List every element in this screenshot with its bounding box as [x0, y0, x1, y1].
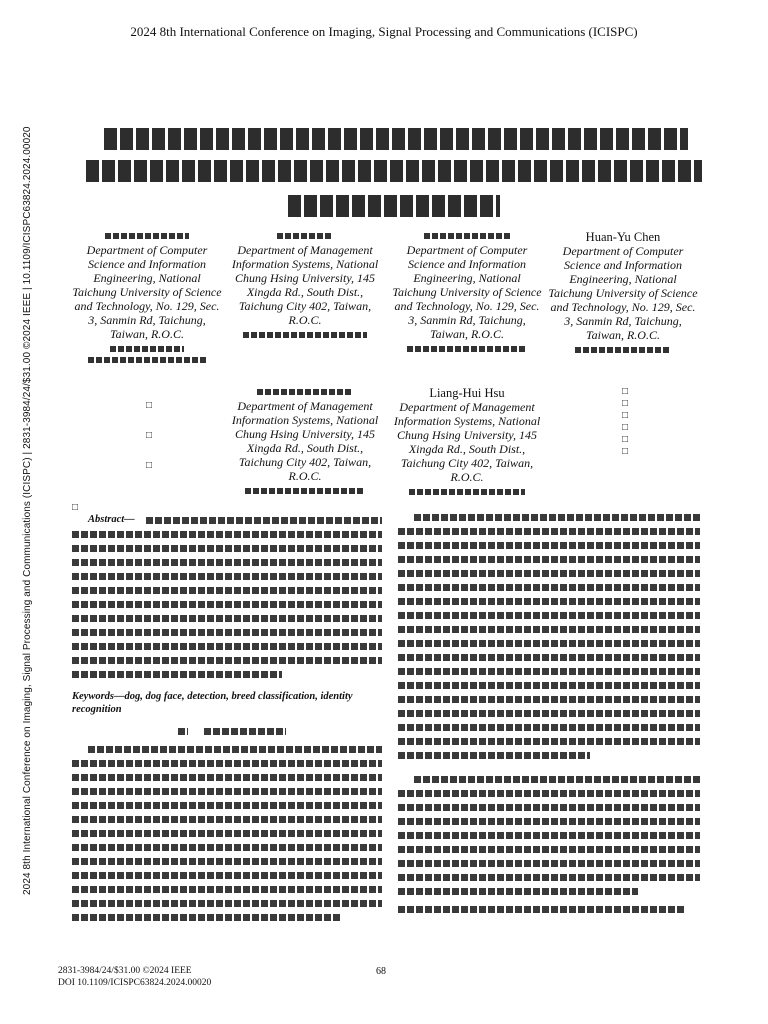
- body-line: [398, 832, 700, 839]
- body-line: [398, 542, 700, 549]
- title-line-2: [86, 160, 702, 182]
- body-line: [398, 682, 700, 689]
- marker: □: [622, 446, 629, 457]
- abstract-line: [72, 671, 282, 678]
- author-affiliation-1: Department of Computer Science and Information Engineering, National Taichung University of Science and Technology, No. 129, Sec. 3, Sanmin Rd, Taichung, Taiwan, R.O.C.: [72, 243, 222, 341]
- body-line: [72, 858, 382, 865]
- body-line: [398, 598, 700, 605]
- author-block-3: [392, 230, 542, 357]
- author-name-3: [424, 233, 510, 239]
- page-number: 68: [376, 966, 386, 977]
- author-email-4: [575, 347, 671, 353]
- author-block-2: [230, 230, 380, 343]
- body-line: [398, 668, 700, 675]
- author-affiliation-5: Department of Management Information Systems, National Chung Hsing University, 145 Xingda Rd., South Dist., Taichung City 402, Taiwan, R.O.C.: [231, 399, 379, 483]
- abstract-line: [72, 559, 382, 566]
- marker: □: [622, 422, 629, 433]
- abstract-lead: Abstract—: [88, 514, 135, 525]
- keywords: Keywords—dog, dog face, detection, breed classification, identity recognition: [72, 691, 353, 715]
- author-block-5: [230, 386, 380, 494]
- body-line: [398, 906, 684, 913]
- body-line: [414, 776, 700, 783]
- empty-marker-4: □: [72, 502, 79, 513]
- body-line: [398, 804, 700, 811]
- title-line-1: [104, 128, 688, 150]
- abstract-line: [72, 601, 382, 608]
- body-line: [398, 818, 700, 825]
- abstract-line: [146, 517, 382, 524]
- author-name-6: Liang-Hui Hsu: [429, 386, 505, 400]
- body-line: [398, 724, 700, 731]
- author-affiliation-2: Department of Management Information Systems, National Chung Hsing University, 145 Xingda Rd., South Dist., Taichung City 402, Taiwan, R.O.C.: [231, 243, 379, 327]
- abstract-line: [72, 545, 382, 552]
- body-line: [398, 874, 700, 881]
- abstract-line: [72, 587, 382, 594]
- empty-marker-1: □: [146, 400, 153, 411]
- body-line: [72, 844, 382, 851]
- empty-marker-3: □: [146, 460, 153, 471]
- author-email-2: [243, 332, 367, 338]
- author-affiliation-4: Department of Computer Science and Information Engineering, National Taichung University of Science and Technology, No. 129, Sec. 3, Sanmin Rd, Taichung, Taiwan, R.O.C.: [548, 244, 698, 342]
- section-number: [178, 728, 188, 735]
- body-line: [398, 626, 700, 633]
- abstract-line: [72, 643, 382, 650]
- body-line: [72, 886, 382, 893]
- author-block-4: [548, 230, 698, 358]
- body-line: [398, 570, 700, 577]
- body-line: [398, 790, 700, 797]
- body-line: [398, 528, 700, 535]
- marker: □: [622, 386, 629, 397]
- author-name-1: [105, 233, 189, 239]
- body-line: [72, 816, 382, 823]
- body-line: [398, 888, 638, 895]
- body-line: [398, 696, 700, 703]
- author-affiliation-6: Department of Management Information Systems, National Chung Hsing University, 145 Xingda Rd., South Dist., Taichung City 402, Taiwan, R.O.C.: [393, 400, 541, 484]
- body-line: [72, 788, 382, 795]
- body-line: [398, 752, 590, 759]
- body-line: [398, 860, 700, 867]
- marker: □: [622, 434, 629, 445]
- author-email-1: [110, 346, 184, 352]
- marker: □: [622, 398, 629, 409]
- abstract-line: [72, 531, 382, 538]
- body-line: [398, 710, 700, 717]
- body-line: [398, 556, 700, 563]
- title-line-3: [288, 195, 500, 217]
- footer-doi: DOI 10.1109/ICISPC63824.2024.00020: [58, 978, 212, 988]
- abstract-line: [72, 615, 382, 622]
- body-line: [398, 612, 700, 619]
- empty-marker-2: □: [146, 430, 153, 441]
- abstract-line: [72, 657, 382, 664]
- author-extra-1: [88, 357, 206, 363]
- author-block-1: [72, 230, 222, 363]
- author-affiliation-3: Department of Computer Science and Information Engineering, National Taichung University of Science and Technology, No. 129, Sec. 3, Sanmin Rd, Taichung, Taiwan, R.O.C.: [392, 243, 542, 341]
- abstract-line: [72, 629, 382, 636]
- body-line: [72, 802, 382, 809]
- author-email-6: [409, 489, 525, 495]
- body-line: [72, 914, 342, 921]
- body-line: [72, 760, 382, 767]
- body-line: [72, 900, 382, 907]
- abstract-line: [72, 573, 382, 580]
- footer-price-copyright: 2831-3984/24/$31.00 ©2024 IEEE: [58, 966, 192, 976]
- section-heading: [204, 728, 286, 735]
- body-line: [398, 584, 700, 591]
- author-email-5: [245, 488, 365, 494]
- author-name-4: Huan-Yu Chen: [585, 230, 661, 244]
- side-citation-text: 2024 8th International Conference on Imaging, Signal Processing and Communications (ICISPC) | 2831-3984/24/$31.00 ©2024 IEEE | 10.1109/ICISPC63824.2024.00020: [22, 126, 33, 895]
- author-block-6: [392, 386, 542, 495]
- author-name-5: [257, 389, 353, 395]
- conference-header: 2024 8th International Conference on Imaging, Signal Processing and Communications (ICISPC): [130, 24, 638, 39]
- body-line: [398, 846, 700, 853]
- body-line: [398, 640, 700, 647]
- body-line: [414, 514, 700, 521]
- author-name-2: [277, 233, 333, 239]
- body-line: [398, 738, 700, 745]
- body-line: [88, 746, 382, 753]
- marker: □: [622, 410, 629, 421]
- body-line: [72, 830, 382, 837]
- body-line: [72, 872, 382, 879]
- body-line: [398, 654, 700, 661]
- body-line: [72, 774, 382, 781]
- author-email-3: [407, 346, 527, 352]
